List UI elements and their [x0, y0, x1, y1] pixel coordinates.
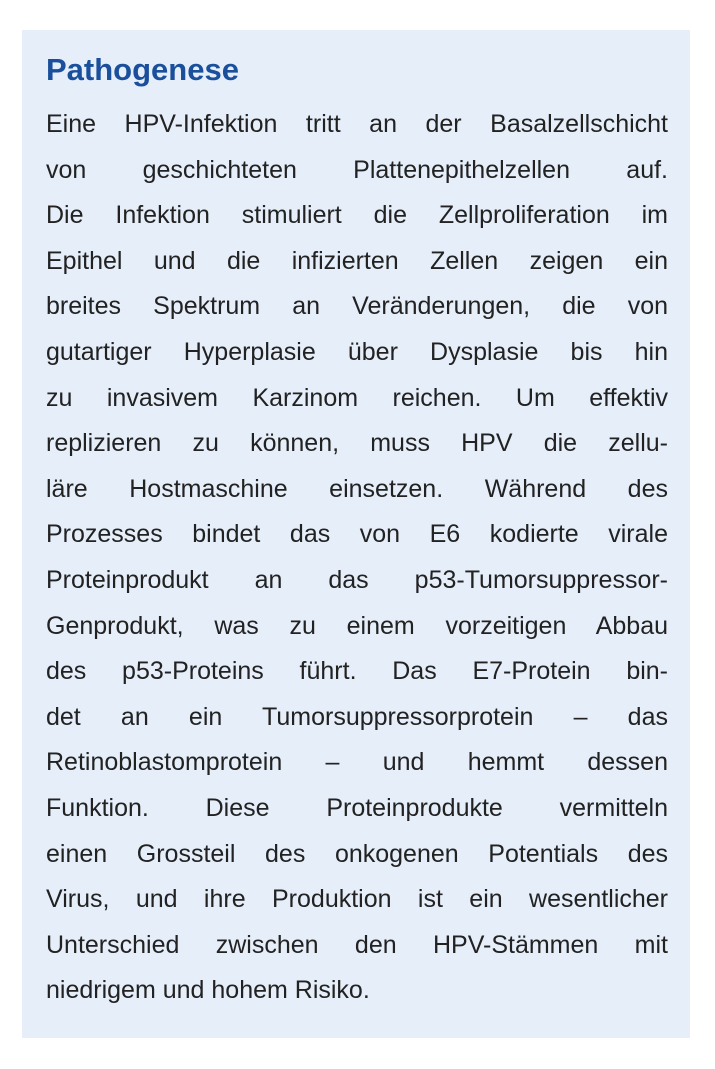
text-line: Die Infektion stimuliert die Zellproliferation im	[46, 201, 668, 230]
text-line: Unterschied zwischen den HPV-Stämmen mit	[46, 930, 668, 959]
text-line: Virus, und ihre Produktion ist ein wesentlicher	[46, 885, 668, 914]
text-line: Proteinprodukt an das p53-Tumorsuppressor-	[46, 565, 668, 594]
text-line: Epithel und die infizierten Zellen zeigen ein	[46, 246, 668, 275]
info-box	[22, 30, 690, 1038]
text-line: einen Grossteil des onkogenen Potentials des	[46, 839, 668, 868]
text-line: Eine HPV-Infektion tritt an der Basalzellschicht	[46, 110, 668, 138]
text-line: niedrigem und hohem Risiko.	[46, 976, 370, 1005]
text-line: läre Hostmaschine einsetzen. Während des	[46, 474, 668, 503]
text-line: zu invasivem Karzinom reichen. Um effektiv	[46, 383, 668, 412]
text-line: von geschichteten Plattenepithelzellen auf.	[46, 155, 668, 184]
text-line: Funktion. Diese Proteinprodukte vermitteln	[46, 793, 668, 822]
section-heading: Pathogenese	[46, 52, 239, 87]
text-line: det an ein Tumorsuppressorprotein – das	[46, 702, 668, 731]
body-text	[46, 102, 668, 1014]
text-line: gutartiger Hyperplasie über Dysplasie bis hin	[46, 337, 668, 366]
text-line: des p53-Proteins führt. Das E7-Protein bin-	[46, 657, 668, 686]
text-line: breites Spektrum an Veränderungen, die von	[46, 292, 668, 321]
text-line: Genprodukt, was zu einem vorzeitigen Abbau	[46, 611, 668, 640]
text-line: replizieren zu können, muss HPV die zellu-	[46, 429, 668, 458]
text-line: Retinoblastomprotein – und hemmt dessen	[46, 748, 668, 777]
text-line: Prozesses bindet das von E6 kodierte virale	[46, 520, 668, 549]
